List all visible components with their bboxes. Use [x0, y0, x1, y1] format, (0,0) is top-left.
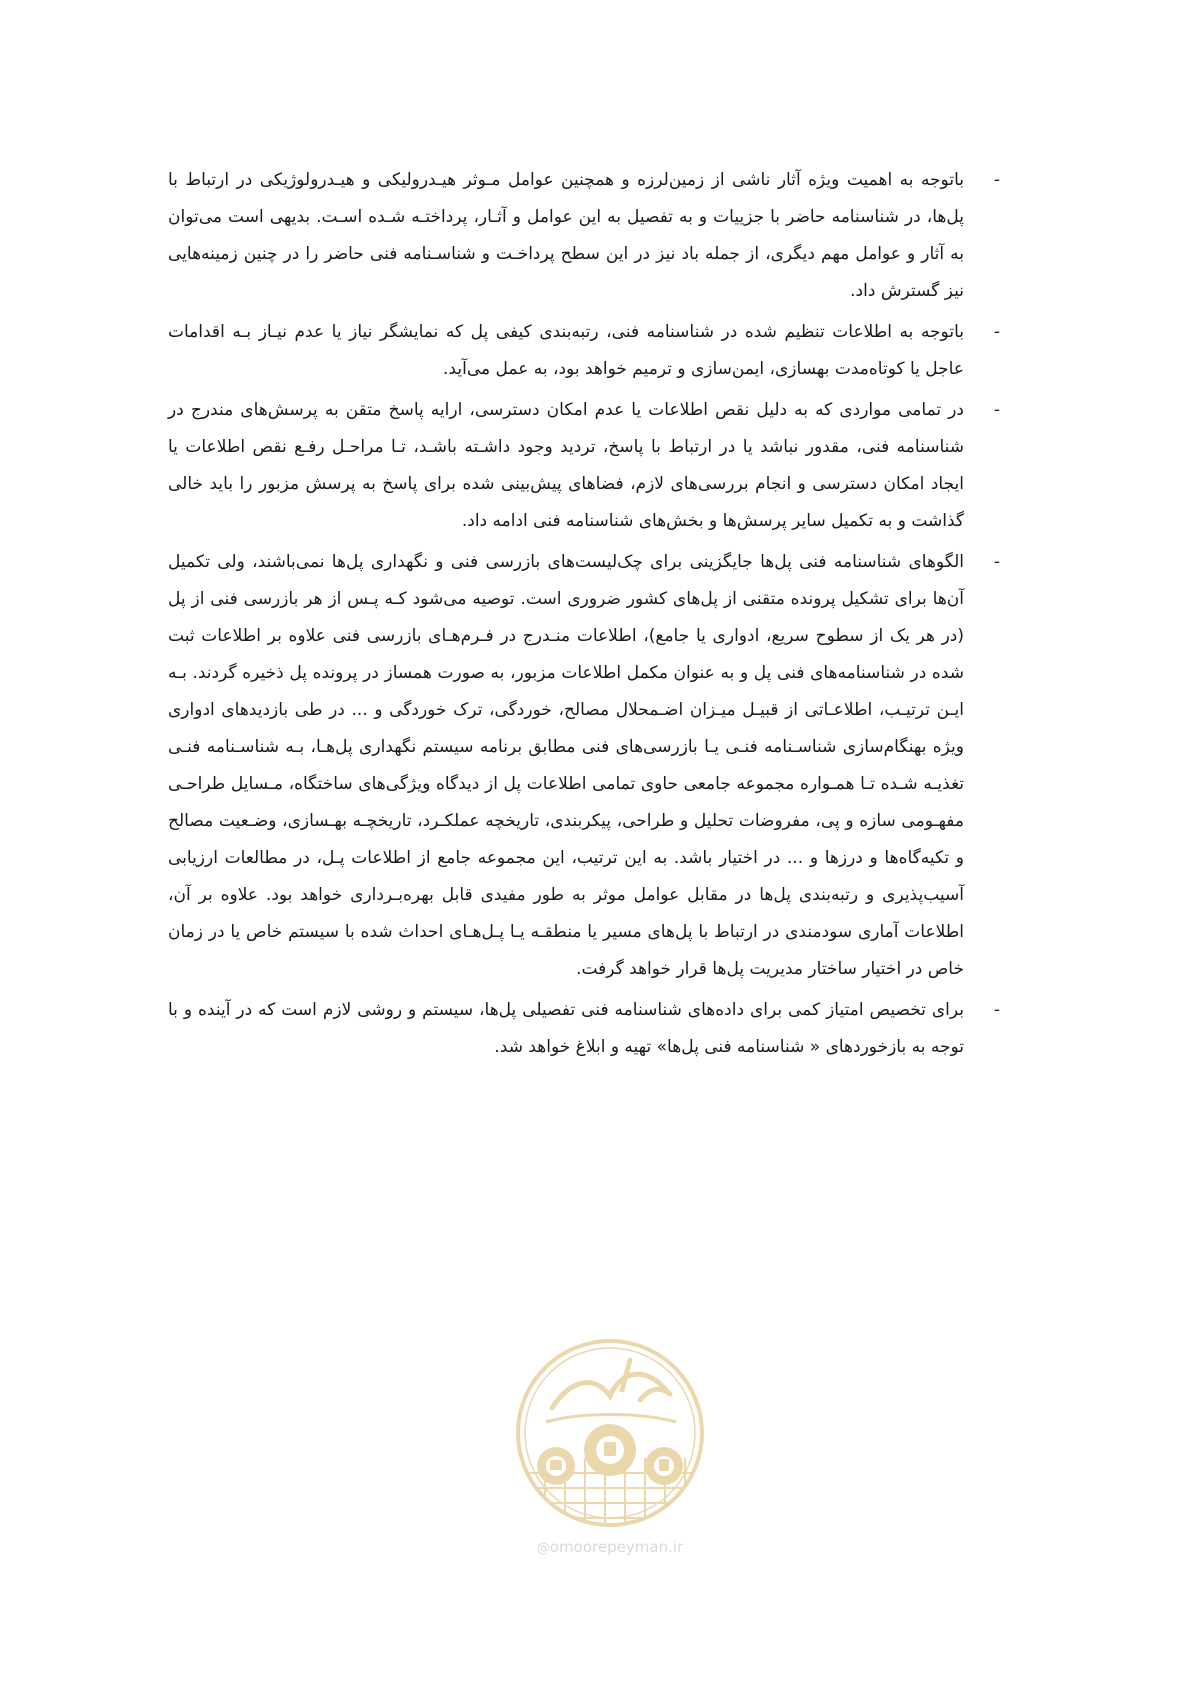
list-item — [168, 992, 1000, 1066]
paragraph-text: در تمامی مواردی که به دلیل نقص اطلاعات یا عدم امکان دسترسی، ارایه پاسخ متقن به پرسش‌های مندرج در شناسنامه فنی، مقدور نباشد یا در ارتباط با پاسخ، تردید وجود داشـته باشـد، تـا مراحـل رفـع نقص اطلاعات یا ایجاد امکان دسترسی و انجام بررسی‌های لازم، فضاهای پیش‌بینی شده برای پاسخ به پرسش مزبور را باید خالی گذاشت و به تکمیل سایر پرسش‌ها و بخش‌های شناسنامه فنی ادامه داد. — [168, 400, 964, 531]
watermark-logo-icon — [490, 1338, 730, 1538]
bullet-dash: - — [993, 170, 1000, 190]
document-body — [168, 162, 1000, 1070]
bullet-dash: - — [993, 1000, 1000, 1020]
bullet-dash: - — [993, 552, 1000, 572]
list-item — [168, 544, 1000, 988]
watermark-url: omoorepeyman.ir — [549, 1538, 684, 1556]
bullet-dash: - — [993, 322, 1000, 342]
bullet-list — [168, 162, 1000, 1066]
list-item — [168, 314, 1000, 388]
list-item — [168, 392, 1000, 540]
paragraph-text: الگوهای شناسنامه فنی پل‌ها جایگزینی برای چک‌لیست‌های بازرسی فنی و نگهداری پل‌ها نمی‌باشند، ولی تکمیل آن‌ها برای تشکیل پرونده متقنی از پل‌های کشور ضروری است. توصیه می‌شود کـه پـس از هر بازرسی فنی از پل (در هر یک از سطوح سریع، ادواری یا جامع)، اطلاعات منـدرج در فـرم‌هـای بازرسی فنی علاوه بر اطلاعات ثبت شده در شناسنامه‌های فنی پل و به عنوان مکمل اطلاعات مزبور، به صورت همساز در پرونده پل ذخیره گردند. بـه ایـن ترتیـب، اطلاعـاتی از قبیـل میـزان اضـمحلال مصالح، خوردگی، ترک خوردگی و ... در طی بازدیدهای ادواری ویژه بهنگام‌سازی شناسـنامه فنـی یـا بازرسی‌های فنی مطابق برنامه سیستم نگهداری پل‌هـا، بـه شناسـنامه فنـی تغذیـه شـده تـا همـواره مجموعه جامعی حاوی تمامی اطلاعات پل از دیدگاه ویژگی‌های ساختگاه، مـسایل طراحـی مفهـومی سازه و پی، مفروضات تحلیل و طراحی، پیکربندی، تاریخچه عملکـرد، تاریخچـه بهـسازی، وضـعیت مصالح و تکیه‌گاه‌ها و درزها و ... در اختیار باشد. به این ترتیب، این مجموعه جامع از اطلاعات پـل، در مطالعات ارزیابی آسیب‌پذیری و رتبه‌بندی پل‌ها در مقابل عوامل موثر به طور مفیدی قابل بهره‌بـرداری خواهد بود. علاوه بر آن، اطلاعات آماری سودمندی در ارتباط با پل‌های مسیر یا منطقـه یـا پـل‌هـای احداث شده با سیستم خاص یا در زمان خاص در اختیار ساختار مدیریت پل‌ها قرار خواهد گرفت. — [168, 552, 964, 979]
paragraph-text: باتوجه به اهمیت ویژه آثار ناشی از زمین‌لرزه و همچنین عوامل مـوثر هیـدرولیکی و هیـدرولوژیکی در ارتباط با پل‌ها، در شناسنامه حاضر با جزییات و به تفصیل به این عوامل و آثـار، پرداختـه شـده اسـت. بدیهی است می‌توان به آثار و عوامل مهم دیگری، از جمله باد نیز در این سطح پرداخـت و شناسـنامه فنی حاضر را در چنین زمینه‌هایی نیز گسترش داد. — [168, 170, 964, 301]
list-item — [168, 162, 1000, 310]
paragraph-text: باتوجه به اطلاعات تنظیم شده در شناسنامه فنی، رتبه‌بندی کیفی پل که نمایشگر نیاز یا عدم نیـاز بـه اقدامات عاجل یا کوتاه‌مدت بهسازی، ایمن‌سازی و ترمیم خواهد بود، به عمل می‌آید. — [168, 322, 964, 379]
bullet-dash: - — [993, 400, 1000, 420]
watermark — [490, 1338, 730, 1613]
paragraph-text: برای تخصیص امتیاز کمی برای داده‌های شناسنامه فنی تفصیلی پل‌ها، سیستم و روشی لازم است که در آینده و با توجه به بازخوردهای « شناسنامه فنی پل‌ها» تهیه و ابلاغ خواهد شد. — [168, 1000, 964, 1057]
watermark-site-label — [490, 1538, 730, 1556]
at-symbol-icon: @ — [536, 1541, 550, 1556]
